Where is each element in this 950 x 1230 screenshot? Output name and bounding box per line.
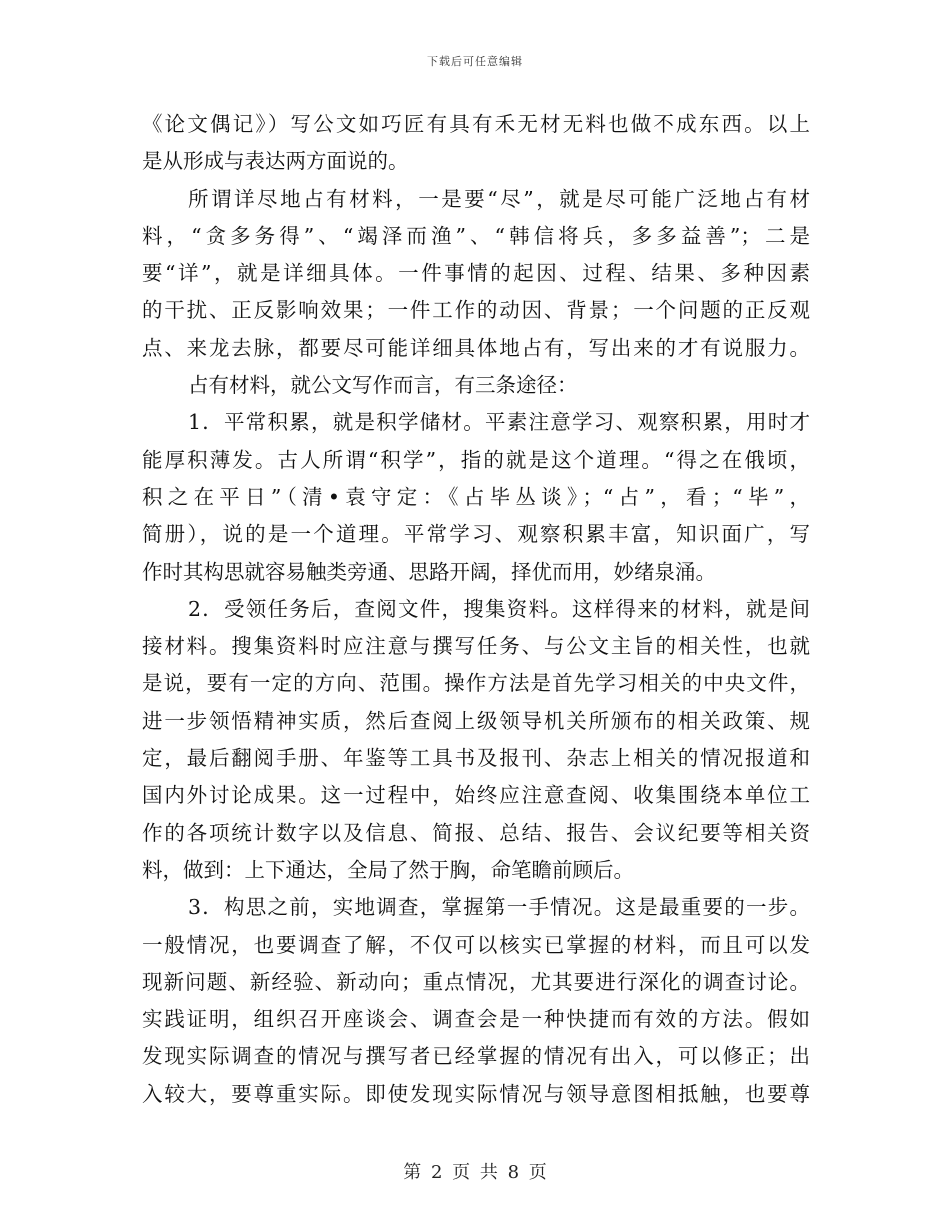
text-line: 实践证明，组织召开座谈会、调查会是一种快捷而有效的方法。假如 <box>142 1007 810 1032</box>
text-line: 现新问题、新经验、新动向；重点情况，尤其要进行深化的调查讨论。 <box>142 969 810 994</box>
text-line: 积之在平日”（清•袁守定：《占毕丛谈》；“占”，看；“毕”， <box>142 484 810 509</box>
text-line: 《论文偶记》）写公文如巧匠有具有禾无材无料也做不成东西。以上 <box>142 112 810 136</box>
text-line: 的干扰、正反影响效果；一件工作的动因、背景；一个问题的正反观 <box>142 298 810 323</box>
document-body <box>142 106 810 1113</box>
text-line: 所谓详尽地占有材料，一是要“尽”，就是尽可能广泛地占有材 <box>188 186 810 211</box>
text-line: 入较大，要尊重实际。即使发现实际情况与领导意图相抵触，也要尊 <box>142 1081 810 1106</box>
text-line: 点、来龙去脉，都要尽可能详细具体地占有，写出来的才有说服力。 <box>142 335 810 360</box>
text-line: 定，最后翻阅手册、年鉴等工具书及报刊、杂志上相关的情况报道和 <box>142 746 810 771</box>
text-line: 发现实际调查的情况与撰写者已经掌握的情况有出入，可以修正；出 <box>142 1044 810 1069</box>
text-line: 进一步领悟精神实质，然后查阅上级领导机关所颁布的相关政策、规 <box>142 708 810 733</box>
page-header: 下载后可任意编辑 <box>427 55 523 68</box>
text-line: 国内外讨论成果。这一过程中，始终应注意查阅、收集围绕本单位工 <box>142 783 810 808</box>
text-line: 接材料。搜集资料时应注意与撰写任务、与公文主旨的相关性，也就 <box>142 634 810 659</box>
text-line: 1．平常积累，就是积学储材。平素注意学习、观察积累，用时才 <box>188 410 810 435</box>
text-line: 是说，要有一定的方向、范围。操作方法是首先学习相关的中央文件， <box>142 671 810 696</box>
text-line: 料，“贪多务得”、“竭泽而渔”、“韩信将兵，多多益善”；二是 <box>142 223 810 248</box>
text-line: 作的各项统计数字以及信息、简报、总结、报告、会议纪要等相关资 <box>142 820 810 845</box>
text-line: 一般情况，也要调查了解，不仅可以核实已掌握的材料，而且可以发 <box>142 932 810 957</box>
text-line: 3．构思之前，实地调查，掌握第一手情况。这是最重要的一步。 <box>188 895 810 920</box>
text-line: 简册），说的是一个道理。平常学习、观察积累丰富，知识面广，写 <box>142 522 810 547</box>
text-line: 占有材料，就公文写作而言，有三条途径： <box>188 373 578 398</box>
text-line: 是从形成与表达两方面说的。 <box>142 149 409 174</box>
text-line: 作时其构思就容易触类旁通、思路开阔，择优而用，妙绪泉涌。 <box>142 559 716 584</box>
page-number-footer: 第 2 页 共 8 页 <box>403 1162 547 1183</box>
text-line: 能厚积薄发。古人所谓“积学”，指的就是这个道理。“得之在俄顷， <box>142 447 810 472</box>
text-line: 料，做到：上下通达，全局了然于胸，命笔瞻前顾后。 <box>142 857 634 882</box>
text-line: 2．受领任务后，查阅文件，搜集资料。这样得来的材料，就是间 <box>188 596 810 621</box>
text-line: 要“详”，就是详细具体。一件事情的起因、过程、结果、多种因素 <box>142 261 810 286</box>
